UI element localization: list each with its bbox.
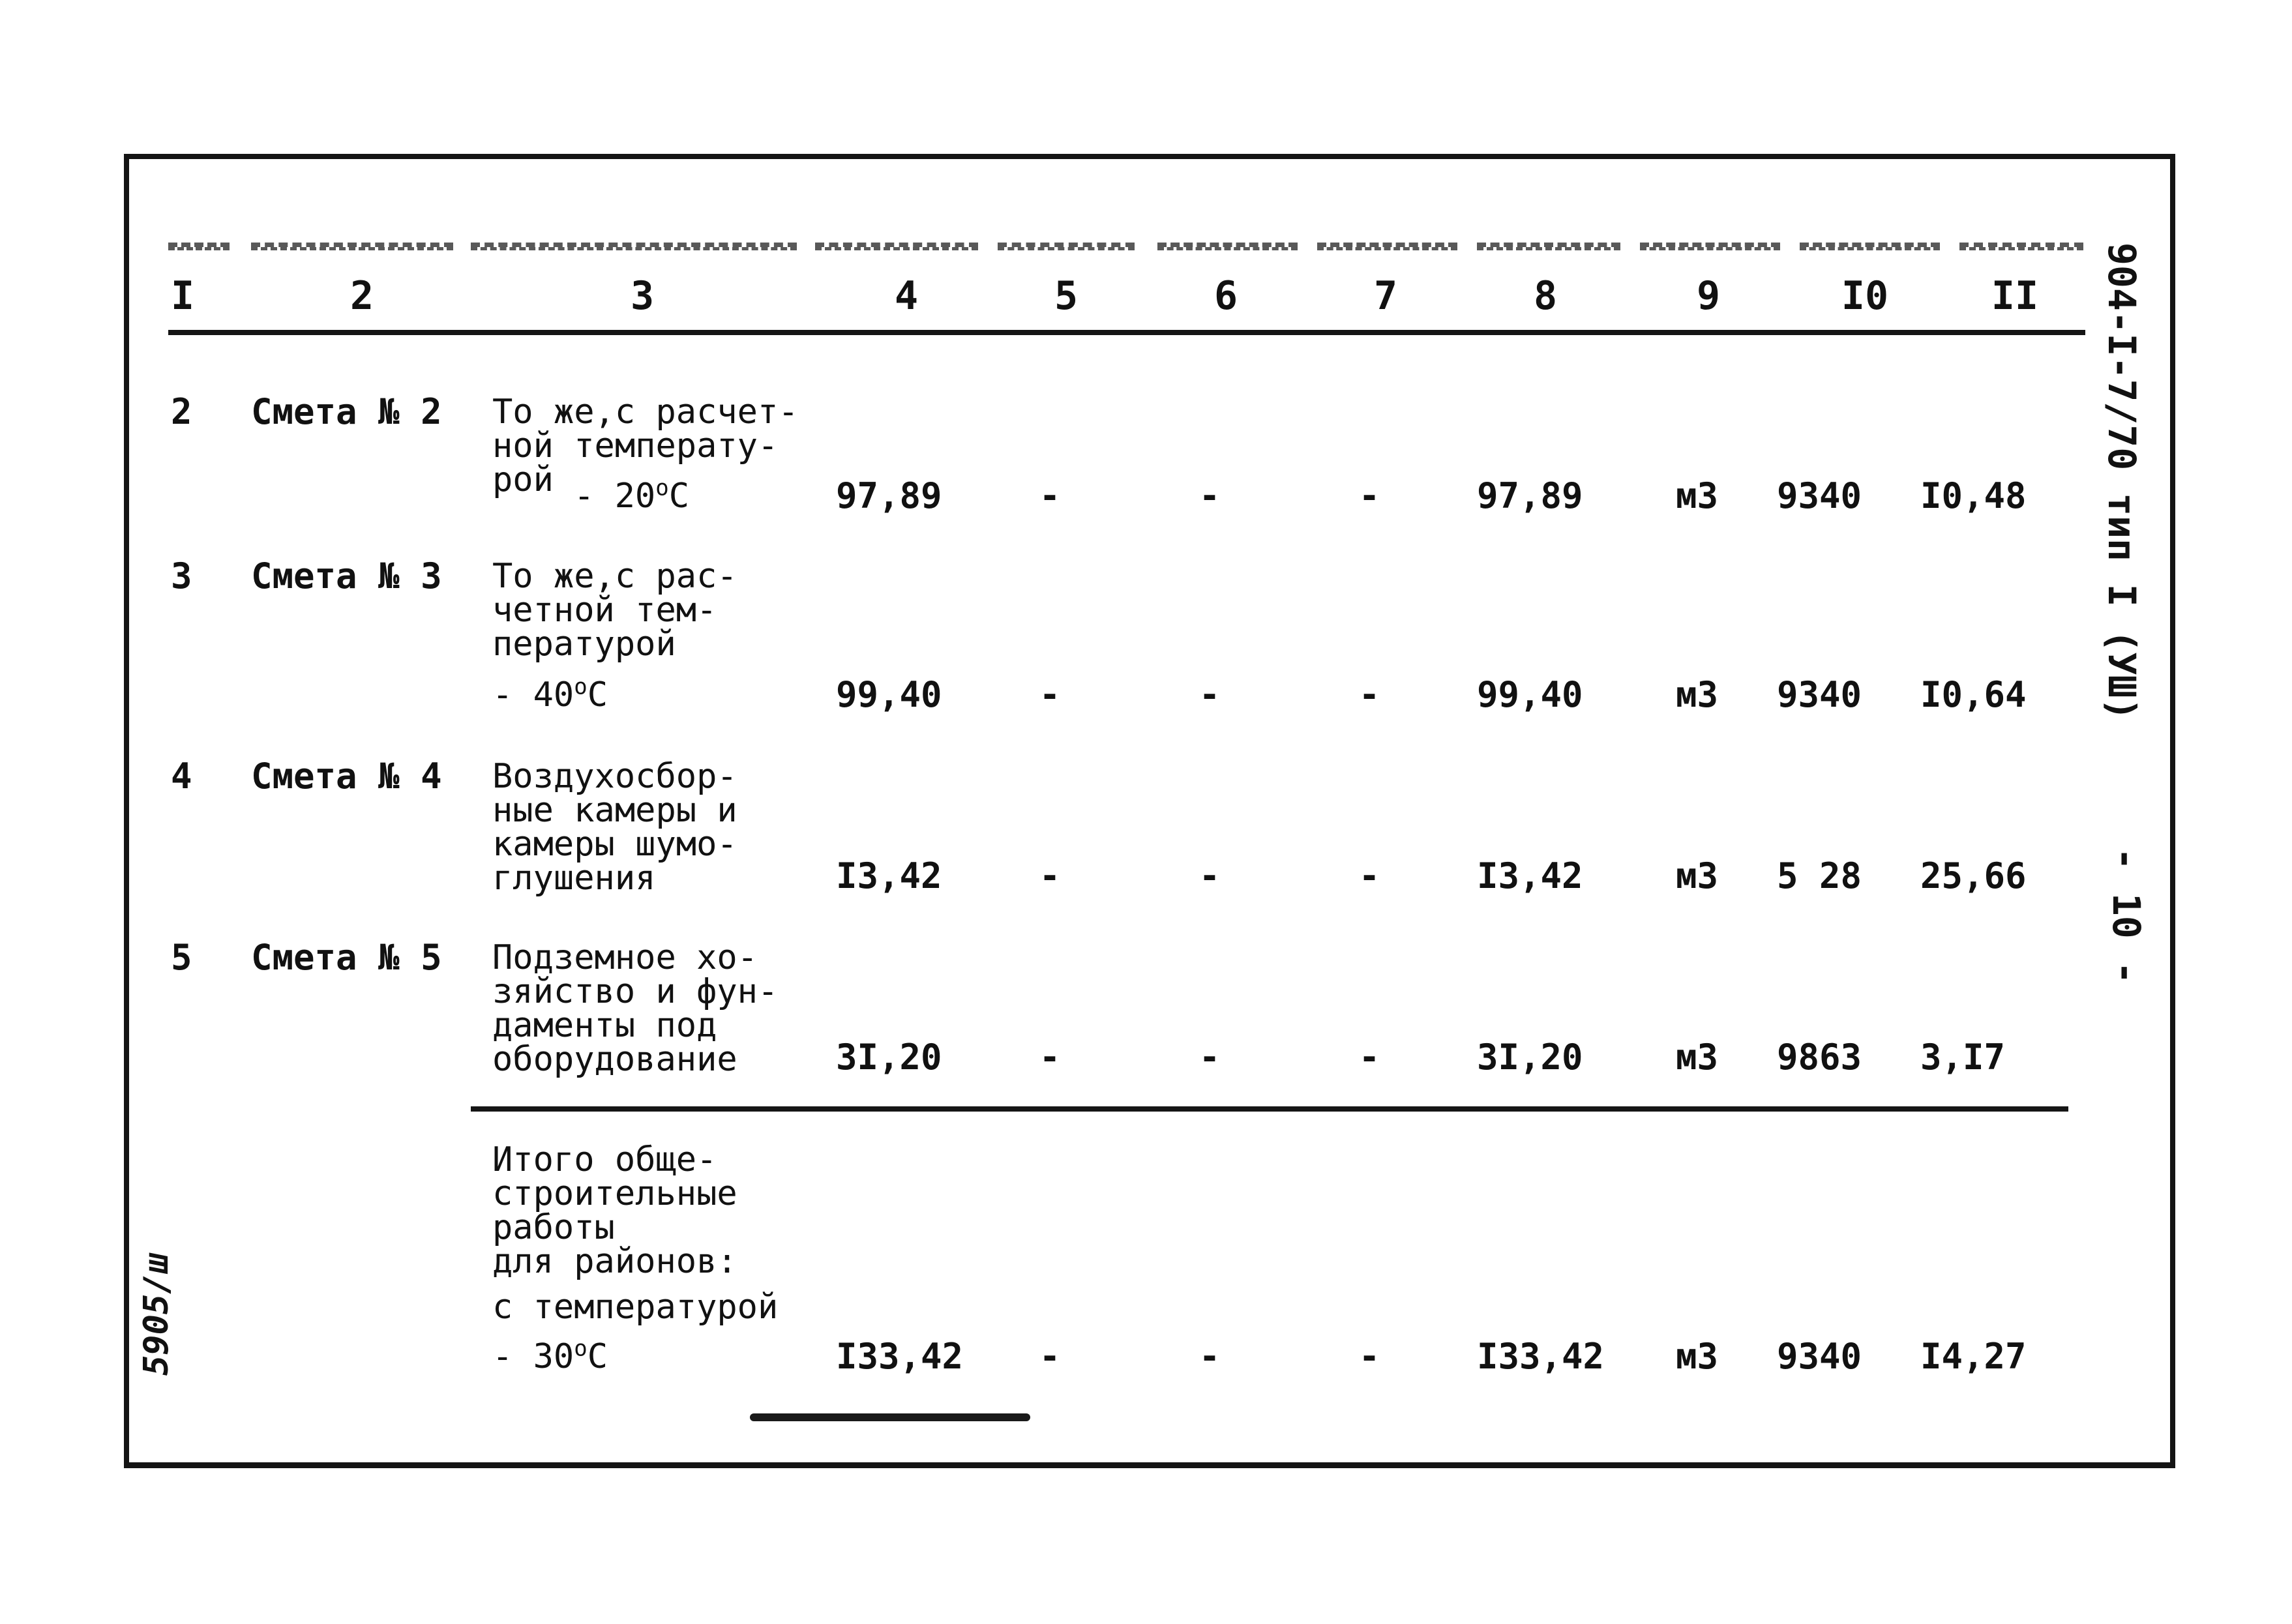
- cell-col-4: I3,42: [836, 855, 942, 896]
- row-description-line: зяйство и фун-: [492, 972, 779, 1011]
- total-description-line: Итого обще-: [492, 1140, 717, 1179]
- temp-unit: С: [668, 477, 690, 516]
- row-smeta: Смета № 4: [251, 756, 442, 797]
- degree-sign: o: [574, 1335, 588, 1362]
- cell-col-6: -: [1198, 1037, 1221, 1078]
- cell-col-8: 97,89: [1477, 475, 1583, 516]
- header-top-dashes: [1157, 243, 1298, 250]
- header-cell-2: 2: [350, 273, 374, 319]
- cell-col-7: -: [1358, 674, 1380, 715]
- cell-col-8: 3I,20: [1477, 1037, 1583, 1078]
- temp-unit: С: [587, 675, 608, 715]
- row-description-line: Подземное хо-: [492, 938, 758, 977]
- cell-col-9: м3: [1676, 475, 1719, 516]
- cell-col-5: -: [1039, 1037, 1061, 1078]
- row-description-line: четной тем-: [492, 591, 717, 630]
- cell-col-5: -: [1039, 475, 1061, 516]
- row-description-line: То же,с рас-: [492, 557, 737, 596]
- header-top-dashes: [815, 243, 978, 250]
- temp-value: - 30: [492, 1337, 574, 1376]
- cell-col-4: I33,42: [836, 1336, 964, 1377]
- cell-col-5: -: [1039, 855, 1061, 896]
- header-cell-1: I: [170, 273, 195, 319]
- row-smeta: Смета № 3: [251, 555, 442, 597]
- header-cell-5: 5: [1054, 273, 1079, 319]
- page-frame: [124, 154, 2175, 1468]
- header-top-dashes: [998, 243, 1135, 250]
- cell-col-11: 25,66: [1920, 855, 2027, 896]
- total-description-line: строительные: [492, 1174, 737, 1213]
- header-cell-4: 4: [894, 273, 919, 319]
- header-top-dashes: [1800, 243, 1940, 250]
- row-number: 2: [171, 391, 192, 432]
- total-description-temp: [492, 1335, 608, 1376]
- header-cell-10: I0: [1841, 273, 1889, 319]
- cell-col-9: м3: [1676, 1037, 1719, 1078]
- cell-col-4: 99,40: [836, 674, 942, 715]
- total-sub-label: с температурой: [492, 1288, 779, 1327]
- row-smeta: Смета № 5: [251, 937, 442, 978]
- cell-col-6: -: [1198, 674, 1221, 715]
- page-number: - 10 -: [2104, 848, 2149, 984]
- cell-col-10: 9863: [1777, 1037, 1862, 1078]
- header-cell-8: 8: [1533, 273, 1558, 319]
- total-description-line: работы: [492, 1208, 615, 1247]
- cell-col-4: 97,89: [836, 475, 942, 516]
- cell-col-8: I33,42: [1477, 1336, 1605, 1377]
- archive-stamp: 5905/ш: [137, 1253, 176, 1376]
- header-cell-3: 3: [630, 273, 655, 319]
- cell-col-7: -: [1358, 475, 1380, 516]
- row-number: 4: [171, 756, 192, 797]
- row-description-line: даменты под: [492, 1006, 717, 1045]
- total-separator-rule: [471, 1106, 2068, 1112]
- header-top-dashes: [1477, 243, 1620, 250]
- row-smeta: Смета № 2: [251, 391, 442, 432]
- temp-value: - 40: [492, 675, 574, 715]
- cell-col-10: 9340: [1777, 1336, 1862, 1377]
- degree-sign: o: [574, 673, 588, 700]
- row-description-line: глушения: [492, 859, 656, 898]
- cell-col-11: I4,27: [1920, 1336, 2027, 1377]
- cell-col-11: I0,64: [1920, 674, 2027, 715]
- row-description-line: рой: [492, 460, 554, 499]
- total-description-line: для районов:: [492, 1242, 737, 1281]
- header-bottom-rule: [168, 330, 2085, 335]
- cell-col-9: м3: [1676, 1336, 1719, 1377]
- cell-col-10: 5 28: [1777, 855, 1862, 896]
- cell-col-6: -: [1198, 475, 1221, 516]
- degree-sign: o: [655, 475, 669, 501]
- row-description-line: Воздухосбор-: [492, 757, 737, 796]
- cell-col-6: -: [1198, 1336, 1221, 1377]
- header-cell-6: 6: [1213, 273, 1238, 319]
- cell-col-10: 9340: [1777, 475, 1862, 516]
- cell-col-7: -: [1358, 1336, 1380, 1377]
- header-top-dashes: [251, 243, 453, 250]
- cell-col-8: 99,40: [1477, 674, 1583, 715]
- row-description-line: оборудование: [492, 1040, 737, 1079]
- pen-underline-stroke: [750, 1413, 1030, 1421]
- row-description-line: То же,с расчет-: [492, 392, 799, 432]
- header-top-dashes: [1959, 243, 2083, 250]
- cell-col-9: м3: [1676, 674, 1719, 715]
- header-top-dashes: [1317, 243, 1457, 250]
- row-description-temp: [574, 475, 690, 516]
- header-cell-11: II: [1991, 273, 2039, 319]
- document-code-label: 904-I-7/70 тип I (УШ): [2100, 243, 2144, 721]
- row-description-line: ной температу-: [492, 426, 779, 465]
- cell-col-10: 9340: [1777, 674, 1862, 715]
- temp-unit: С: [587, 1337, 608, 1376]
- cell-col-8: I3,42: [1477, 855, 1583, 896]
- cell-col-5: -: [1039, 1336, 1061, 1377]
- cell-col-6: -: [1198, 855, 1221, 896]
- row-description-line: камеры шумо-: [492, 825, 737, 864]
- cell-col-11: I0,48: [1920, 475, 2027, 516]
- temp-value: - 20: [574, 477, 656, 516]
- row-description-temp: [492, 673, 608, 715]
- header-top-dashes: [168, 243, 230, 250]
- row-description-line: ные камеры и: [492, 791, 737, 830]
- row-description-line: пературой: [492, 625, 676, 664]
- header-top-dashes: [1640, 243, 1780, 250]
- row-number: 5: [171, 937, 192, 978]
- header-cell-9: 9: [1696, 273, 1721, 319]
- cell-col-9: м3: [1676, 855, 1719, 896]
- cell-col-7: -: [1358, 855, 1380, 896]
- header-cell-7: 7: [1373, 273, 1398, 319]
- row-number: 3: [171, 555, 192, 597]
- header-top-dashes: [471, 243, 797, 250]
- cell-col-11: 3,I7: [1920, 1037, 2006, 1078]
- cell-col-5: -: [1039, 674, 1061, 715]
- cell-col-4: 3I,20: [836, 1037, 942, 1078]
- cell-col-7: -: [1358, 1037, 1380, 1078]
